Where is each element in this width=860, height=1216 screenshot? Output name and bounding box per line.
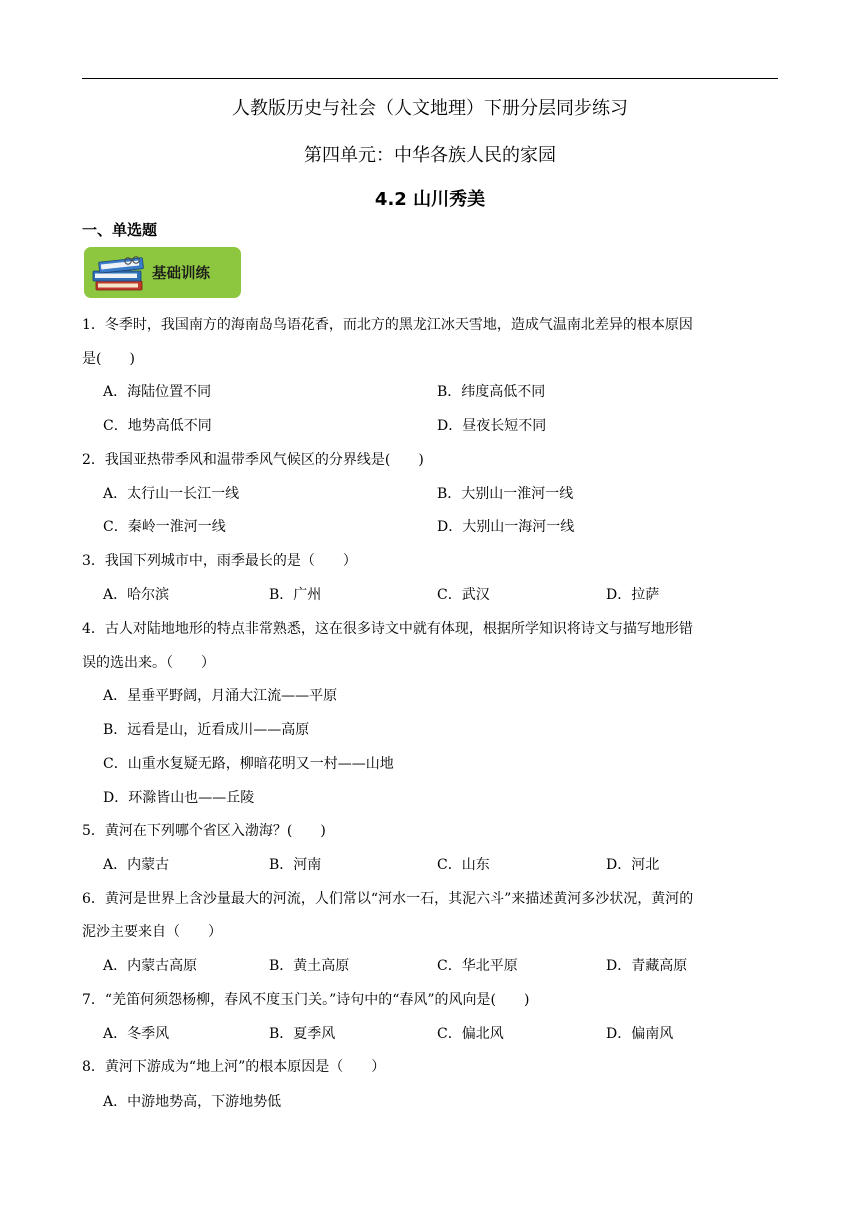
question-8-stem: 8．黄河下游成为“地上河”的根本原因是（ ） — [82, 1059, 386, 1075]
question-5-option-b: B．河南 — [269, 857, 322, 873]
question-4-option-a: A．星垂平野阔，月涌大江流——平原 — [103, 688, 338, 704]
unit-title: 第四单元：中华各族人民的家园 — [304, 145, 556, 166]
question-4-option-c: C．山重水复疑无路，柳暗花明又一村——山地 — [103, 756, 394, 772]
question-3-option-b: B．广州 — [269, 587, 322, 603]
question-6-option-a: A．内蒙古高原 — [103, 958, 198, 974]
header-rule — [82, 78, 778, 79]
question-1-option-d: D．昼夜长短不同 — [437, 418, 547, 434]
question-2-option-a: A．太行山一长江一线 — [103, 486, 240, 502]
question-1-option-c: C．地势高低不同 — [103, 418, 212, 434]
question-7-option-c: C．偏北风 — [437, 1026, 504, 1042]
question-1-stem-cont: 是( ) — [82, 351, 135, 367]
question-6-stem: 6．黄河是世界上含沙量最大的河流，人们常以“河水一石，其泥六斗”来描述黄河多沙状况，黄河的 — [82, 891, 694, 907]
question-6-option-b: B．黄土高原 — [269, 958, 350, 974]
question-5-option-a: A．内蒙古 — [103, 857, 170, 873]
question-3-option-c: C．武汉 — [437, 587, 490, 603]
question-7-option-d: D．偏南风 — [606, 1026, 674, 1042]
question-7-option-b: B．夏季风 — [269, 1026, 336, 1042]
document-title: 人教版历史与社会（人文地理）下册分层同步练习 — [232, 98, 628, 119]
question-2-option-d: D．大别山一海河一线 — [437, 519, 575, 535]
question-6-stem-cont: 泥沙主要来自（ ） — [82, 924, 222, 940]
question-2-option-b: B．大别山一淮河一线 — [437, 486, 574, 502]
question-1-option-b: B．纬度高低不同 — [437, 384, 546, 400]
question-1-stem: 1．冬季时，我国南方的海南岛鸟语花香，而北方的黑龙江冰天雪地，造成气温南北差异的根本原因 — [82, 317, 693, 333]
question-7-stem: 7．“羌笛何须怨杨柳，春风不度玉门关。”诗句中的“春风”的风向是( ) — [82, 992, 530, 1008]
badge-label: 基础训练 — [152, 266, 210, 282]
lesson-title: 4.2 山川秀美 — [374, 189, 486, 210]
question-2-option-c: C．秦岭一淮河一线 — [103, 519, 226, 535]
question-5-stem: 5．黄河在下列哪个省区入渤海？( ) — [82, 823, 326, 839]
question-6-option-c: C．华北平原 — [437, 958, 518, 974]
question-3-option-a: A．哈尔滨 — [103, 587, 170, 603]
question-4-stem-cont: 误的选出来。（ ） — [82, 655, 215, 671]
books-icon — [90, 255, 154, 297]
training-badge — [84, 247, 241, 298]
question-7-option-a: A．冬季风 — [103, 1026, 170, 1042]
question-8-option-a: A．中游地势高，下游地势低 — [103, 1094, 282, 1110]
question-1-option-a: A．海陆位置不同 — [103, 384, 212, 400]
section-heading: 一、单选题 — [82, 221, 158, 239]
question-5-option-d: D．河北 — [606, 857, 660, 873]
question-5-option-c: C．山东 — [437, 857, 490, 873]
question-2-stem: 2．我国亚热带季风和温带季风气候区的分界线是( ) — [82, 452, 424, 468]
question-3-option-d: D．拉萨 — [606, 587, 660, 603]
question-3-stem: 3．我国下列城市中，雨季最长的是（ ） — [82, 553, 357, 569]
question-4-stem: 4．古人对陆地地形的特点非常熟悉，这在很多诗文中就有体现，根据所学知识将诗文与描写地形错 — [82, 621, 693, 637]
question-4-option-d: D．环滁皆山也——丘陵 — [103, 790, 255, 806]
question-4-option-b: B．远看是山，近看成川——高原 — [103, 722, 310, 738]
question-6-option-d: D．青藏高原 — [606, 958, 688, 974]
